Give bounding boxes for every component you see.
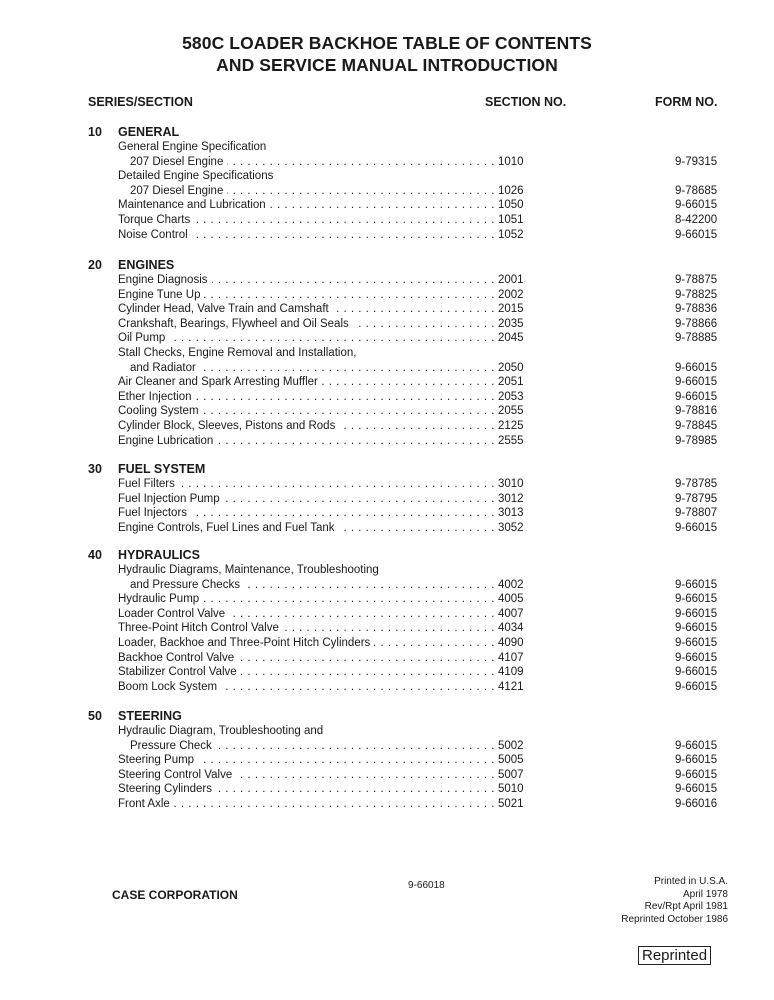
group-number: 30 (88, 462, 102, 476)
toc-row (0, 739, 774, 754)
section-number: 5007 (498, 768, 524, 781)
entry-label: Engine Controls, Fuel Lines and Fuel Tank (118, 522, 339, 534)
toc-entry (118, 521, 495, 536)
toc-entry (118, 198, 495, 213)
toc-row (0, 404, 774, 419)
section-number: 2035 (498, 317, 524, 330)
toc-row (0, 563, 774, 578)
toc-entry (118, 331, 495, 346)
group-heading (0, 462, 774, 477)
print-line: Printed in U.S.A. (654, 876, 728, 887)
toc-group (0, 548, 774, 694)
document-title (0, 32, 774, 76)
entry-label: and Pressure Checks (130, 579, 244, 591)
toc-row (0, 797, 774, 812)
section-number: 2050 (498, 361, 524, 374)
toc-row (0, 521, 774, 536)
toc-entry (130, 184, 495, 199)
toc-entry (118, 592, 495, 607)
toc-row (0, 288, 774, 303)
toc-row (0, 155, 774, 170)
toc-group (0, 258, 774, 448)
toc-row (0, 346, 774, 361)
toc-entry (118, 375, 495, 390)
entry-label: Three-Point Hitch Control Valve (118, 622, 283, 634)
toc-entry (118, 140, 495, 155)
entry-label: Steering Control Valve (118, 769, 236, 781)
form-number: 9-78836 (675, 303, 718, 316)
toc-row (0, 477, 774, 492)
column-header-form-no: FORM NO. (655, 95, 718, 109)
toc-entry (118, 665, 495, 680)
section-number: 4034 (498, 622, 524, 635)
form-number: 9-78816 (675, 405, 718, 418)
entry-label: Steering Pump (118, 754, 198, 766)
toc-entry (118, 563, 495, 578)
toc-row (0, 592, 774, 607)
section-number: 1050 (498, 199, 524, 212)
toc-entry (118, 492, 495, 507)
toc-entry (118, 753, 495, 768)
toc-entry (118, 636, 495, 651)
form-number: 9-66016 (675, 797, 718, 810)
print-history (621, 876, 728, 926)
section-number: 5021 (498, 797, 524, 810)
section-number: 1026 (498, 184, 524, 197)
form-number: 9-78785 (675, 478, 718, 490)
toc-row (0, 273, 774, 288)
entry-label: Fuel Injectors (118, 507, 191, 519)
group-number: 50 (88, 709, 102, 723)
form-number: 9-66015 (675, 390, 718, 403)
form-number: 9-78985 (675, 434, 718, 447)
toc-row (0, 607, 774, 622)
toc-entry (130, 155, 495, 170)
form-number: 9-78845 (675, 419, 718, 432)
toc-row (0, 302, 774, 317)
toc-row (0, 665, 774, 680)
toc-row (0, 140, 774, 155)
toc-entry (118, 477, 495, 492)
print-line: Rev/Rpt April 1981 (644, 901, 728, 912)
entry-label: Pressure Check (130, 740, 216, 752)
section-number: 4005 (498, 593, 524, 606)
group-number: 10 (88, 125, 102, 139)
form-number: 9-66015 (675, 361, 718, 374)
group-title: GENERAL (118, 125, 180, 139)
reprinted-stamp: Reprinted (638, 946, 711, 965)
entry-label: Hydraulic Diagram, Troubleshooting and (118, 725, 327, 737)
toc-row (0, 753, 774, 768)
section-number: 2051 (498, 376, 524, 389)
entry-label: Stall Checks, Engine Removal and Installation, (118, 347, 360, 359)
entry-label: Loader Control Valve (118, 608, 229, 620)
section-number: 4090 (498, 636, 524, 649)
entry-label: Ether Injection (118, 391, 196, 403)
entry-label: 207 Diesel Engine (130, 156, 227, 168)
entry-label: Air Cleaner and Spark Arresting Muffler (118, 376, 322, 388)
form-number: 9-66015 (675, 680, 718, 693)
form-number: 9-66015 (675, 651, 718, 664)
toc-entry (130, 361, 495, 376)
toc-row (0, 636, 774, 651)
column-header-section-no: SECTION NO. (485, 95, 567, 109)
form-number: 9-66015 (675, 768, 718, 781)
toc-entry (118, 782, 495, 797)
toc-row (0, 419, 774, 434)
toc-entry (130, 739, 495, 754)
section-number: 2015 (498, 303, 524, 316)
toc-entry (118, 621, 495, 636)
section-number: 4109 (498, 666, 524, 679)
toc-entry (118, 273, 495, 288)
toc-row (0, 361, 774, 376)
section-number: 2555 (498, 434, 524, 447)
toc-entry (118, 404, 495, 419)
entry-label: and Radiator (130, 362, 200, 374)
toc-entry (118, 797, 495, 812)
toc-entry (118, 724, 495, 739)
toc-group (0, 709, 774, 812)
section-number: 4002 (498, 578, 524, 591)
toc-row (0, 578, 774, 593)
entry-label: Hydraulic Pump (118, 593, 203, 605)
section-number: 1010 (498, 155, 524, 168)
toc-group (0, 125, 774, 242)
section-number: 2053 (498, 390, 524, 403)
form-number: 9-78685 (675, 184, 718, 197)
footer-form-number: 9-66018 (408, 880, 445, 891)
group-heading (0, 258, 774, 273)
print-line: Reprinted October 1986 (621, 913, 728, 925)
toc-row (0, 651, 774, 666)
toc-entry (118, 390, 495, 405)
form-number: 9-78795 (675, 492, 718, 505)
toc-entry (118, 213, 495, 228)
toc-row (0, 621, 774, 636)
form-number: 9-66015 (675, 228, 718, 241)
section-number: 5010 (498, 783, 524, 796)
form-number: 8-42200 (675, 213, 718, 226)
entry-label: Steering Cylinders (118, 783, 216, 795)
section-number: 3012 (498, 492, 524, 505)
group-title: STEERING (118, 709, 182, 723)
column-header-series: SERIES/SECTION (88, 95, 193, 109)
toc-group (0, 462, 774, 535)
form-number: 9-79315 (675, 155, 718, 168)
entry-label: Hydraulic Diagrams, Maintenance, Troubleshooting (118, 564, 383, 576)
form-number: 9-78866 (675, 317, 718, 330)
entry-label: Engine Diagnosis (118, 274, 212, 286)
form-number: 9-66015 (675, 199, 718, 212)
group-number: 20 (88, 258, 102, 272)
form-number: 9-66015 (675, 376, 718, 389)
form-number: 9-66015 (675, 521, 718, 534)
toc-entry (118, 768, 495, 783)
entry-label: Stabilizer Control Valve (118, 666, 241, 678)
entry-label: 207 Diesel Engine (130, 185, 227, 197)
group-title: FUEL SYSTEM (118, 462, 206, 476)
toc-row (0, 782, 774, 797)
toc-row (0, 434, 774, 449)
entry-label: Cylinder Block, Sleeves, Pistons and Rods (118, 420, 339, 432)
toc-entry (118, 434, 495, 449)
entry-label: Torque Charts (118, 214, 194, 226)
entry-label: Maintenance and Lubrication (118, 199, 270, 211)
company-name: CASE CORPORATION (112, 888, 238, 902)
title-line-1: 580C LOADER BACKHOE TABLE OF CONTENTS (182, 33, 592, 53)
entry-label: Loader, Backhoe and Three-Point Hitch Cylinders (118, 637, 374, 649)
form-number: 9-66015 (675, 754, 718, 767)
group-number: 40 (88, 548, 102, 562)
title-line-2: AND SERVICE MANUAL INTRODUCTION (216, 55, 558, 75)
toc-entry (118, 607, 495, 622)
entry-label: Front Axle (118, 798, 174, 810)
toc-entry (118, 169, 495, 184)
form-number: 9-66015 (675, 607, 718, 620)
section-number: 4007 (498, 607, 524, 620)
toc-row (0, 680, 774, 695)
section-number: 1051 (498, 213, 524, 226)
toc-row (0, 506, 774, 521)
group-title: HYDRAULICS (118, 548, 200, 562)
section-number: 2055 (498, 405, 524, 418)
toc-entry (118, 506, 495, 521)
toc-entry (118, 419, 495, 434)
section-number: 3013 (498, 507, 524, 520)
toc-entry (118, 228, 495, 243)
section-number: 3052 (498, 521, 524, 534)
entry-label: Noise Control (118, 229, 192, 241)
form-number: 9-78807 (675, 507, 718, 520)
toc-row (0, 375, 774, 390)
toc-entry (118, 346, 495, 361)
toc-entry (118, 302, 495, 317)
group-heading (0, 709, 774, 724)
entry-label: Cylinder Head, Valve Train and Camshaft (118, 303, 333, 315)
entry-label: Oil Pump (118, 332, 169, 344)
section-number: 2125 (498, 419, 524, 432)
toc-entry (118, 680, 495, 695)
form-number: 9-66015 (675, 636, 718, 649)
section-number: 1052 (498, 228, 524, 241)
form-number: 9-66015 (675, 666, 718, 679)
section-number: 5005 (498, 754, 524, 767)
section-number: 2001 (498, 274, 524, 286)
form-number: 9-66015 (675, 578, 718, 591)
form-number: 9-66015 (675, 783, 718, 796)
section-number: 5002 (498, 739, 524, 752)
group-heading (0, 125, 774, 140)
entry-label: Boom Lock System (118, 681, 221, 693)
toc-row (0, 492, 774, 507)
toc-row (0, 169, 774, 184)
form-number: 9-66015 (675, 593, 718, 606)
entry-label: Engine Tune Up (118, 289, 204, 301)
entry-label: Crankshaft, Bearings, Flywheel and Oil Seals (118, 318, 353, 330)
toc-row (0, 228, 774, 243)
group-heading (0, 548, 774, 563)
print-line: April 1978 (682, 888, 728, 900)
form-number: 9-78885 (675, 332, 718, 345)
entry-label: Cooling System (118, 405, 203, 417)
entry-label: Backhoe Control Valve (118, 652, 238, 664)
section-number: 2002 (498, 288, 524, 301)
entry-label: General Engine Specification (118, 141, 270, 153)
group-title: ENGINES (118, 258, 175, 272)
toc-row (0, 317, 774, 332)
section-number: 4121 (498, 680, 524, 693)
form-number: 9-78875 (675, 274, 718, 286)
entry-label: Fuel Filters (118, 478, 179, 490)
form-number: 9-78825 (675, 288, 718, 301)
toc-entry (118, 288, 495, 303)
entry-label: Fuel Injection Pump (118, 493, 224, 505)
form-number: 9-66015 (675, 622, 718, 635)
toc-row (0, 198, 774, 213)
toc-entry (118, 651, 495, 666)
entry-label: Engine Lubrication (118, 435, 217, 447)
toc-row (0, 331, 774, 346)
toc-row (0, 768, 774, 783)
entry-label: Detailed Engine Specifications (118, 170, 277, 182)
toc-row (0, 184, 774, 199)
form-number: 9-66015 (675, 739, 718, 752)
section-number: 2045 (498, 332, 524, 345)
toc-row (0, 724, 774, 739)
toc-row (0, 213, 774, 228)
section-number: 4107 (498, 651, 524, 664)
toc-entry (130, 578, 495, 593)
toc-entry (118, 317, 495, 332)
section-number: 3010 (498, 478, 524, 490)
toc-row (0, 390, 774, 405)
